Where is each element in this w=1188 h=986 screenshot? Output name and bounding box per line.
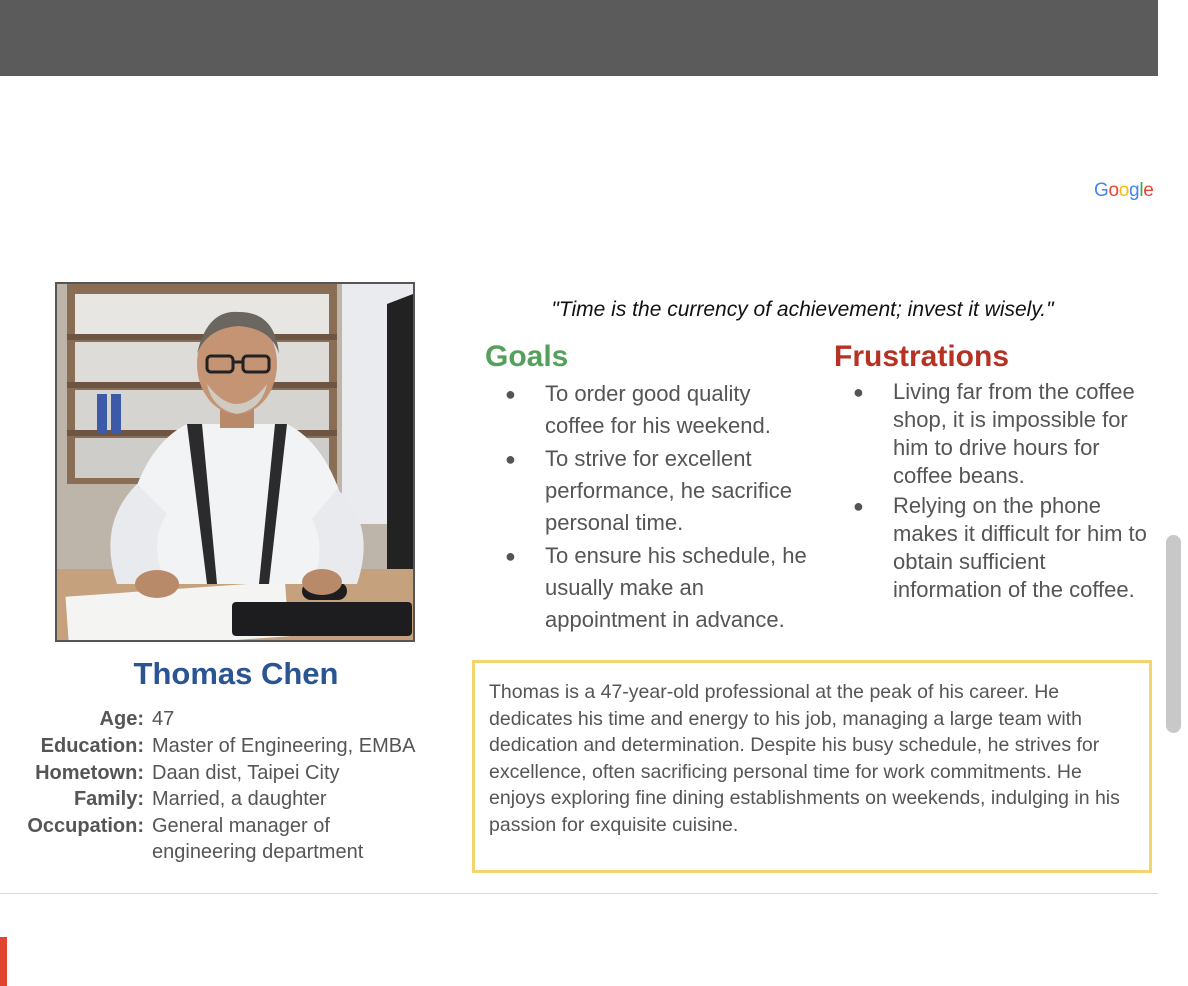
goals-heading: Goals — [485, 340, 569, 373]
bullet-icon: ● — [505, 384, 516, 404]
bullet-icon: ● — [853, 496, 864, 516]
next-slide-marker — [0, 937, 7, 986]
detail-value: Daan dist, Taipei City — [152, 762, 340, 784]
list-item: ● To ensure his schedule, he usually make an appointment in advance. — [545, 540, 815, 636]
detail-value: Married, a daughter — [152, 788, 327, 810]
detail-label: Occupation: — [27, 815, 144, 837]
frustrations-heading: Frustrations — [834, 340, 1010, 373]
frustrations-list — [853, 378, 1148, 606]
persona-quote: "Time is the currency of achievement; invest it wisely." — [551, 298, 1054, 321]
detail-value: Master of Engineering, EMBA — [152, 735, 416, 757]
list-item: ● To order good quality coffee for his weekend. — [545, 378, 815, 442]
persona-bio: Thomas is a 47-year-old professional at the peak of his career. He dedicates his time and energy to his job, managing a large team with dedication and determination. Despite his busy schedule, he strives for excellence, often sacrificing personal time for work commitments. He enjoys exploring fine dining establishments on weekends, indulging in his passion for exquisite cuisine. — [472, 660, 1152, 873]
google-logo: Google — [1094, 180, 1154, 201]
detail-label: Education: — [40, 735, 144, 757]
list-item: ● To strive for excellent performance, he sacrifice personal time. — [545, 443, 815, 539]
bullet-icon: ● — [505, 449, 516, 469]
list-item: ● Living far from the coffee shop, it is impossible for him to drive hours for coffee beans. — [853, 379, 1135, 488]
slide-divider — [0, 893, 1158, 894]
portrait-photo-icon — [57, 284, 413, 640]
detail-label: Hometown: — [35, 762, 144, 784]
detail-value: 47 — [152, 708, 175, 730]
persona-photo — [55, 282, 415, 642]
scrollbar-track[interactable] — [1158, 0, 1188, 986]
detail-value: engineering department — [152, 841, 364, 863]
bullet-icon: ● — [853, 382, 864, 402]
goals-list — [505, 378, 815, 637]
list-item: ● Relying on the phone makes it difficult for him to obtain sufficient information of the coffee. — [853, 493, 1147, 602]
slide-toolbar-area — [0, 0, 1158, 76]
bullet-icon: ● — [505, 546, 516, 566]
scrollbar-thumb[interactable] — [1166, 535, 1181, 733]
detail-label: Age: — [99, 708, 144, 730]
detail-value: General manager of — [152, 815, 330, 837]
persona-name: Thomas Chen — [133, 656, 339, 691]
detail-label: Family: — [73, 788, 144, 810]
